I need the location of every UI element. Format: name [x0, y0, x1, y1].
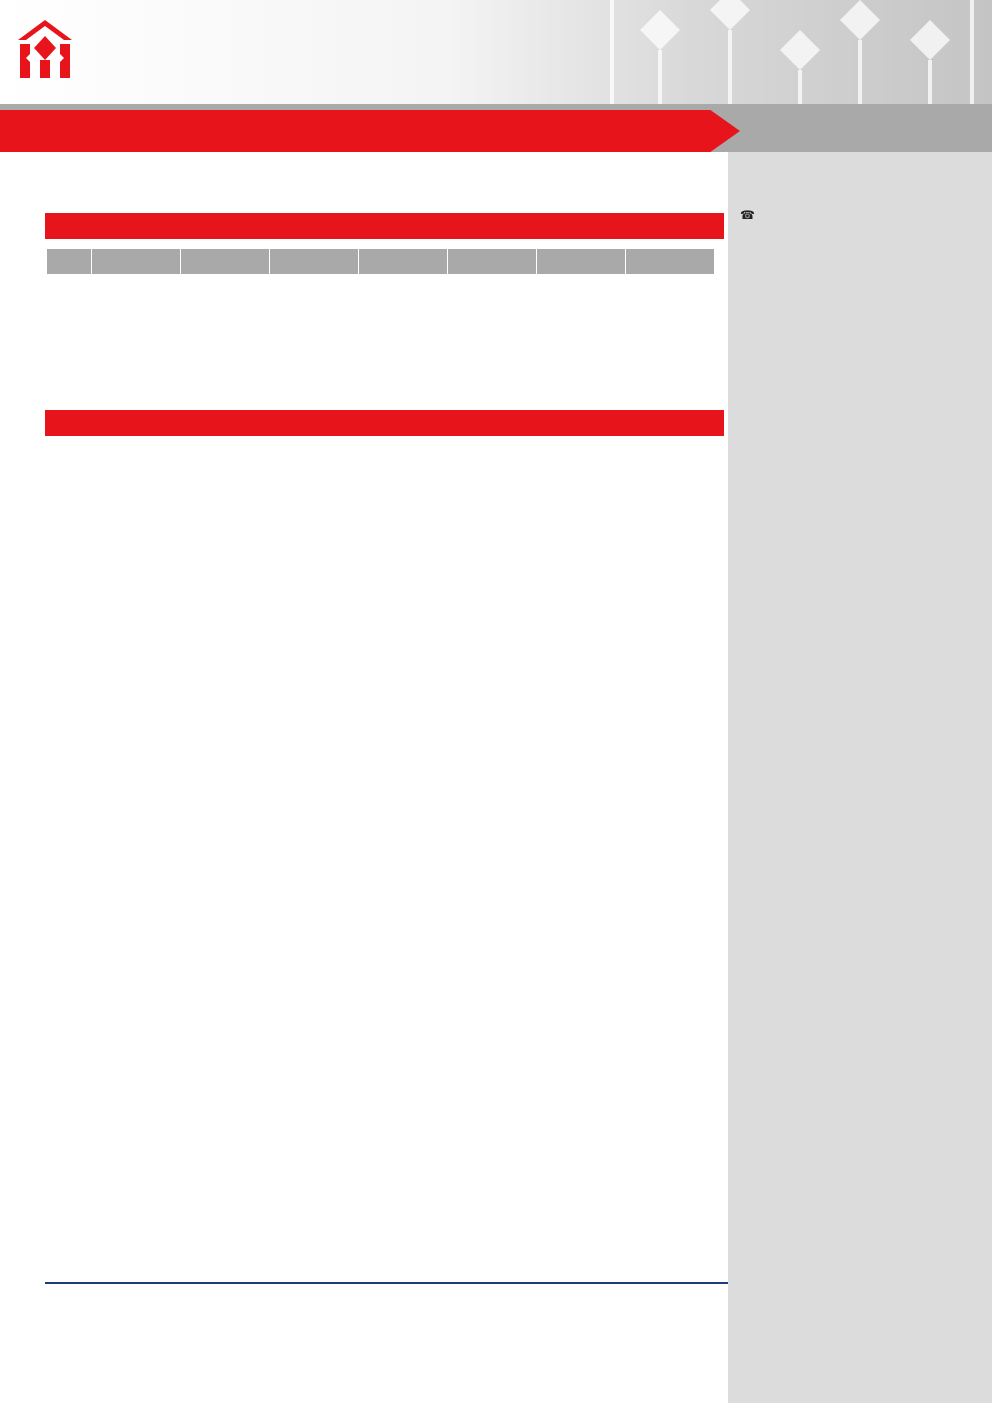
col-change — [626, 249, 715, 274]
col-open — [92, 249, 181, 274]
analyst-contact — [740, 207, 761, 223]
market-table — [47, 249, 715, 274]
col-close — [181, 249, 270, 274]
header-decoration — [590, 0, 992, 104]
section-industry-chain — [45, 410, 724, 436]
col-settle — [270, 249, 359, 274]
page-header — [0, 0, 992, 104]
col-contract — [47, 249, 92, 274]
phone-icon: ☎ — [740, 208, 755, 222]
market-header-row — [47, 249, 715, 274]
section-market-overview — [45, 213, 724, 239]
huatai-logo-icon — [16, 18, 74, 80]
col-volume — [359, 249, 448, 274]
col-open-interest — [448, 249, 537, 274]
title-band-red — [0, 110, 740, 152]
sidebar — [728, 152, 992, 1403]
col-prev-close — [537, 249, 626, 274]
footer-divider — [45, 1282, 728, 1284]
